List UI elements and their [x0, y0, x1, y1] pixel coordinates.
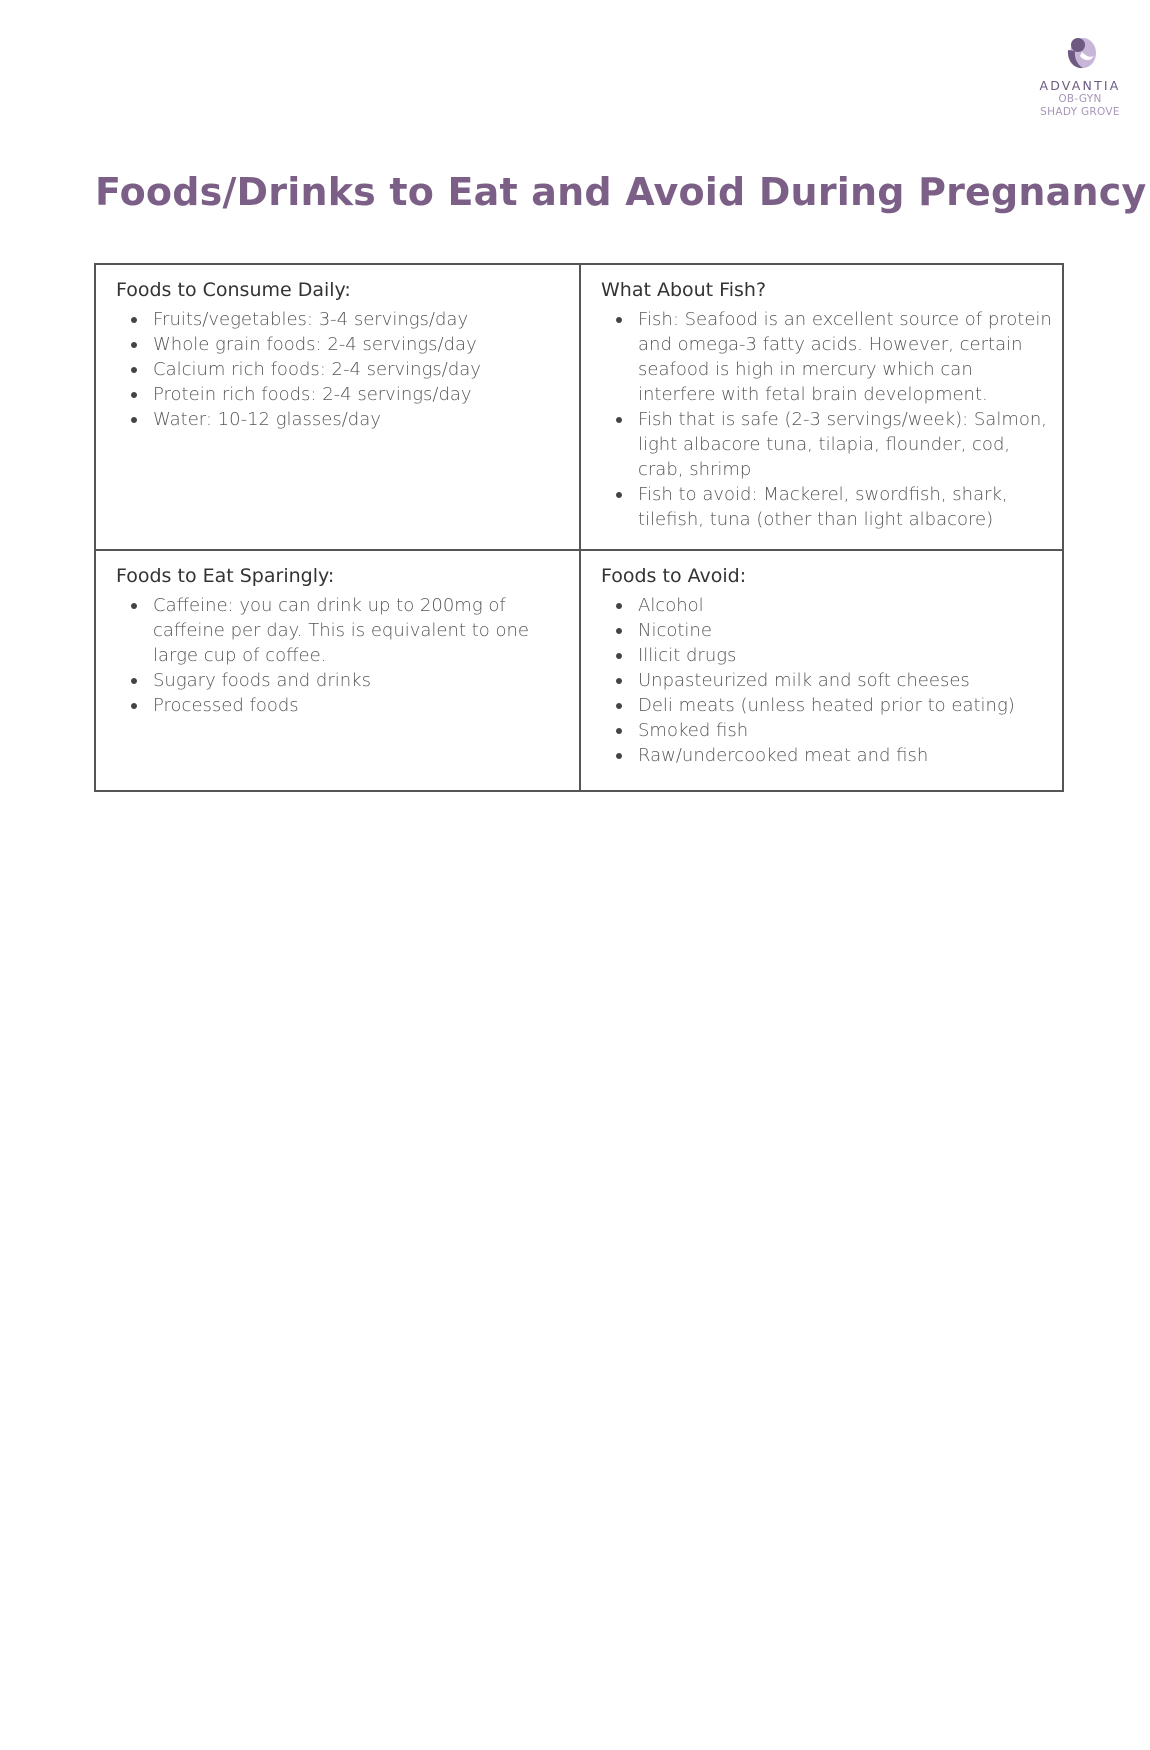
section-heading: What About Fish? [601, 279, 767, 301]
section-daily [96, 265, 581, 551]
section-heading: Foods to Eat Sparingly: [116, 565, 335, 587]
list-item: Sugary foods and drinks [153, 668, 565, 693]
logo-line-location: SHADY GROVE [1040, 106, 1120, 118]
bullet-list [116, 307, 565, 432]
list-item: Caffeine: you can drink up to 200mg of caffeine per day. This is equivalent to one large cup of coffee. [153, 593, 565, 668]
list-item: Calcium rich foods: 2-4 servings/day [153, 357, 565, 382]
advantia-figure-icon [1062, 34, 1098, 72]
list-item: Fish to avoid: Mackerel, swordfish, shark, tilefish, tuna (other than light albacore) [638, 482, 1052, 532]
list-item: Water: 10-12 glasses/day [153, 407, 565, 432]
list-item: Deli meats (unless heated prior to eating) [638, 693, 1048, 718]
section-heading: Foods to Consume Daily: [116, 279, 351, 301]
list-item: Protein rich foods: 2-4 servings/day [153, 382, 565, 407]
section-fish [581, 265, 1062, 551]
section-avoid [581, 551, 1062, 790]
list-item: Processed foods [153, 693, 565, 718]
list-item: Illicit drugs [638, 643, 1048, 668]
bullet-list [601, 593, 1048, 768]
list-item: Fish: Seafood is an excellent source of protein and omega-3 fatty acids. However, certain seafood is high in mercury which can interfere with fetal brain development. [638, 309, 1052, 405]
bullet-list [601, 307, 1052, 532]
list-item: Fish that is safe (2-3 servings/week): Salmon, light albacore tuna, tilapia, flounder, cod, crab, shrimp [638, 407, 1052, 482]
list-item: Nicotine [638, 618, 1048, 643]
section-sparingly [96, 551, 581, 790]
page-title: Foods/Drinks to Eat and Avoid During Pregnancy [95, 170, 1147, 214]
list-item: Alcohol [638, 593, 1048, 618]
section-heading: Foods to Avoid: [601, 565, 747, 587]
list-item: Fruits/vegetables: 3-4 servings/day [153, 307, 565, 332]
list-item: Whole grain foods: 2-4 servings/day [153, 332, 565, 357]
list-item: Raw/undercooked meat and fish [638, 743, 1048, 768]
bullet-list [116, 593, 565, 718]
logo-line-obgyn: OB-GYN [1058, 93, 1102, 105]
list-item: Smoked fish [638, 718, 1048, 743]
logo-name: ADVANTIA [1039, 78, 1121, 93]
list-item: Unpasteurized milk and soft cheeses [638, 668, 1048, 693]
food-guide-table [94, 263, 1064, 792]
advantia-logo [1030, 34, 1130, 119]
